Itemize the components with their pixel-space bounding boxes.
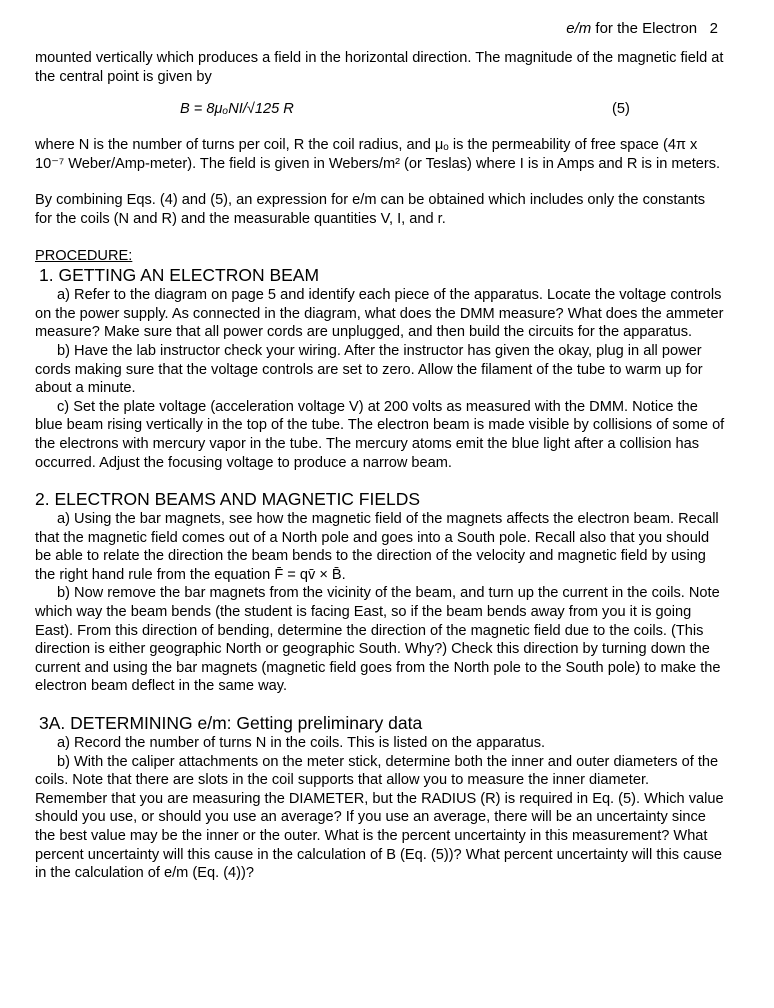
equation-5	[35, 100, 725, 120]
header-title-italic: e/m	[566, 20, 592, 37]
header-title: for the Electron	[591, 20, 698, 37]
section-2-title: 2. ELECTRON BEAMS AND MAGNETIC FIELDS	[35, 489, 421, 510]
running-header	[566, 20, 718, 39]
section-1-item-a: a) Refer to the diagram on page 5 and identify each piece of the apparatus. Locate the voltage controls on the power supply. As connected in the diagram, what does the DMM measure? What does the ammeter measure? Make sure that all power cords are unplugged, and then build the circuits for the apparatus.	[35, 287, 724, 341]
section-1-title: 1. GETTING AN ELECTRON BEAM	[39, 265, 320, 286]
section-3a-item-a: a) Record the number of turns N in the coils. This is listed on the apparatus.	[57, 735, 546, 752]
page-body	[35, 49, 725, 883]
section-1-item-c: c) Set the plate voltage (acceleration voltage V) at 200 volts as measured with the DMM. Notice the blue beam rising vertically in the top of the tube. The electron beam is made visible by collisions of some of the electrons with mercury vapor in the tube. The mercury atoms emit the blue light after a collision has occurred. Adjust the focusing voltage to produce a narrow beam.	[35, 398, 725, 471]
section-2-item-a: a) Using the bar magnets, see how the magnetic field of the magnets affects the electron beam. Recall that the magnetic field comes out of a North pole and goes into a South pole. Recall also that you should be able to relate the direction the beam bends to the direction of the velocity and magnetic field by using the right hand rule from the equation F̄ = qv̄ × B̄.	[35, 511, 719, 583]
equation-formula: B = 8μₒNI/√125 R	[180, 101, 294, 118]
procedure-heading: PROCEDURE:	[35, 247, 133, 264]
intro-paragraph-3: By combining Eqs. (4) and (5), an expression for e/m can be obtained which includes only the constants for the coils (N and R) and the measurable quantities V, I, and r.	[35, 192, 706, 227]
section-3a-title: 3A. DETERMINING e/m: Getting preliminary data	[39, 713, 423, 734]
intro-paragraph-1: mounted vertically which produces a field in the horizontal direction. The magnitude of the magnetic field at the central point is given by	[35, 50, 724, 85]
section-1-item-b: b) Have the lab instructor check your wiring. After the instructor has given the okay, plug in all power cords making sure that the voltage controls are set to zero. Allow the filament of the tube to warm up for about a minute.	[35, 342, 703, 397]
section-3a-item-b: b) With the caliper attachments on the meter stick, determine both the inner and outer diameters of the coils. Note that there are slots in the coil supports that allow you to measure the inner diameter. Remember that you are measuring the DIAMETER, but the RADIUS (R) is required in Eq. (5). Which value should you use, or should you use an average? If you use an average, there will be an uncertainty since the best value may be the inner or the outer. What is the percent uncertainty in this measurement? What percent uncertainty will this cause in the calculation of B (Eq. (5))? What percent uncertainty will this cause in the calculation of e/m (Eq. (4))?	[35, 753, 724, 882]
equation-number: (5)	[612, 101, 630, 118]
intro-paragraph-2: where N is the number of turns per coil, R the coil radius, and μₒ is the permeability of free space (4π x 10⁻⁷ Weber/Amp-meter). The field is given in Webers/m² (or Teslas) where I is in Amps and R is in meters.	[35, 137, 721, 172]
section-2-item-b: b) Now remove the bar magnets from the vicinity of the beam, and turn up the current in the coils. Note which way the beam bends (the student is facing East, so if the beam bends away from you it is going East). From this direction of bending, determine the direction of the magnetic field due to the coils. (This direction is either geographic North or geographic South. Why?) Check this direction by turning down the current and using the bar magnets (magnetic field goes from the North pole to the South pole) to make the electron beam deflect in the same way.	[35, 585, 721, 695]
page-number: 2	[709, 20, 718, 37]
